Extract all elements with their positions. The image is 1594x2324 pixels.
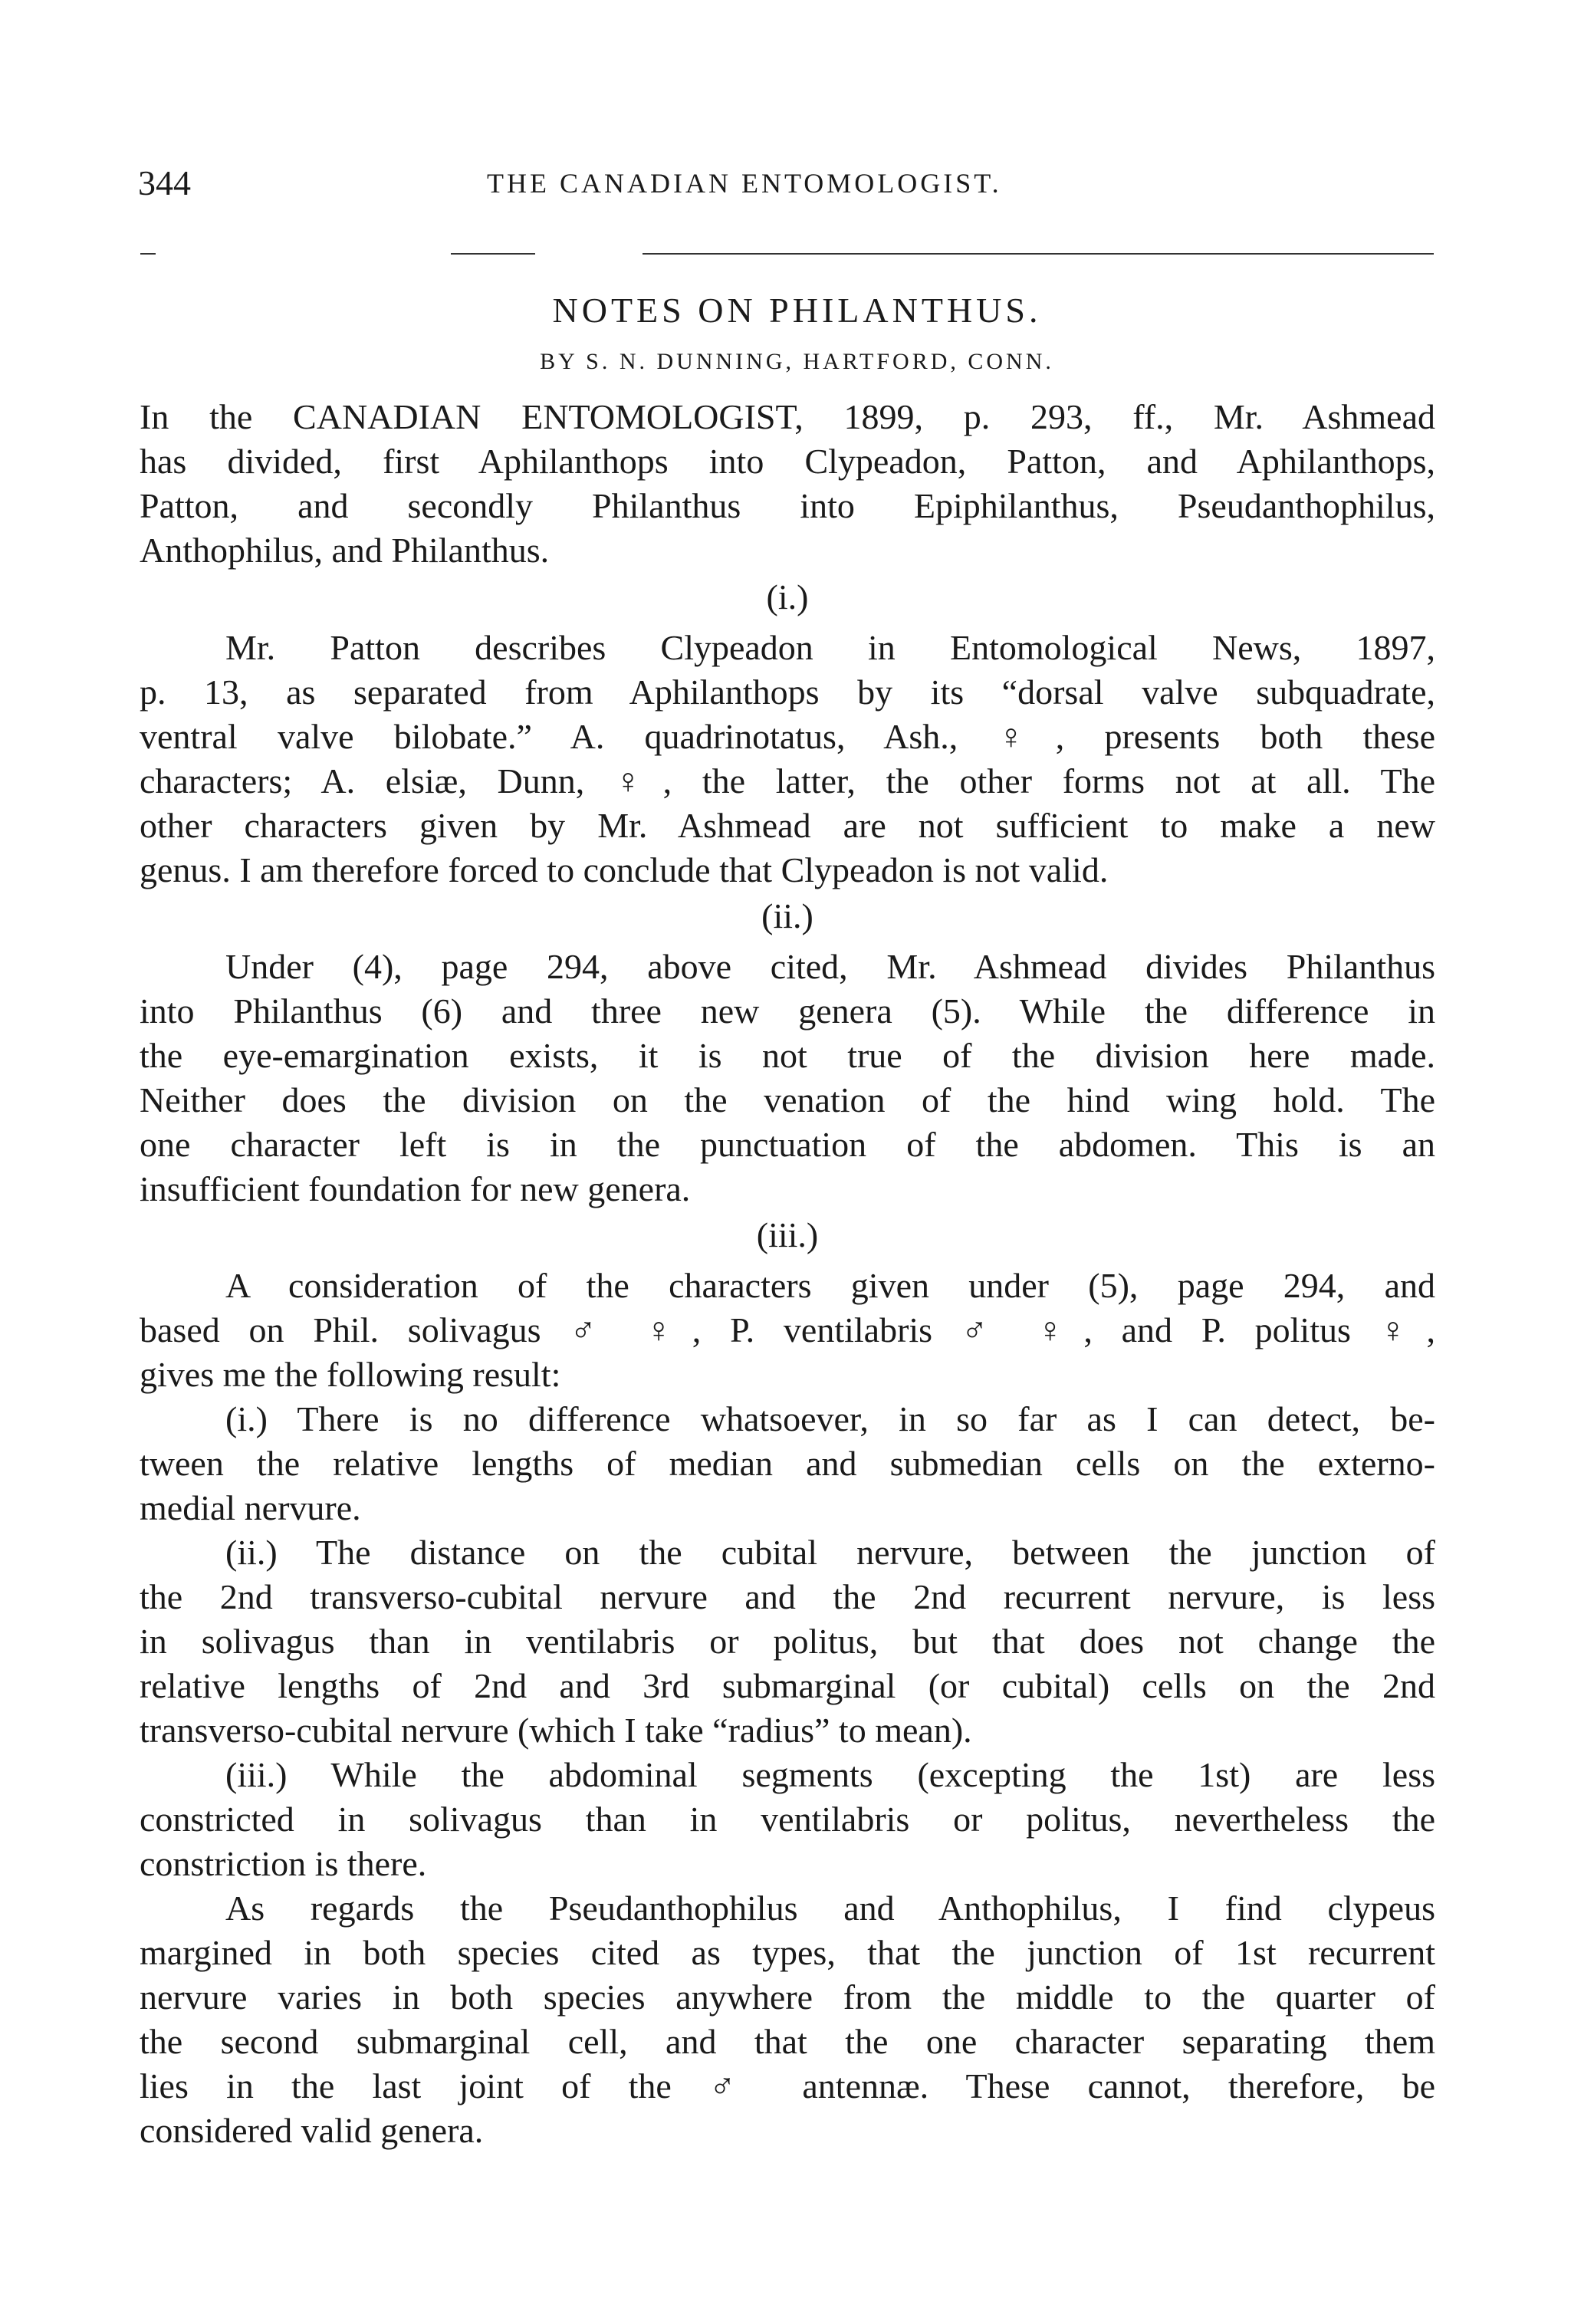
text-line: the 2nd transverso-cubital nervure and the 2nd recurrent nervure, is less — [140, 1577, 1435, 1616]
text-line: Under (4), page 294, above cited, Mr. Ashmead divides Philanthus — [225, 947, 1435, 986]
journal-title: THE CANADIAN ENTOMOLOGIST. — [487, 168, 1002, 199]
text-line: in solivagus than in ventilabris or politus, but that does not change the — [140, 1622, 1435, 1661]
text-line: In the CANADIAN ENTOMOLOGIST, 1899, p. 293, ff., Mr. Ashmead — [140, 397, 1435, 436]
text-line: tween the relative lengths of median and submedian cells on the externo- — [140, 1444, 1435, 1483]
article-byline: BY S. N. DUNNING, HARTFORD, CONN. — [540, 349, 1054, 374]
text-line: constricted in solivagus than in ventilabris or politus, nevertheless the — [140, 1800, 1435, 1839]
text-line: the second submarginal cell, and that the one character separating them — [140, 2022, 1435, 2061]
text-line: into Philanthus (6) and three new genera (5). While the difference in — [140, 991, 1435, 1031]
text-line: ventral valve bilobate.” A. quadrinotatus, Ash., ♀, presents both these — [140, 717, 1435, 756]
text-line: p. 13, as separated from Aphilanthops by its “dorsal valve subquadrate, — [140, 672, 1435, 712]
text-line: (iii.) While the abdominal segments (excepting the 1st) are less — [225, 1755, 1435, 1794]
section-heading: (ii.) — [761, 896, 813, 935]
text-line: characters; A. elsiæ, Dunn, ♀, the latter, the other forms not at all. The — [140, 761, 1435, 800]
article-title: NOTES ON PHILANTHUS. — [552, 291, 1042, 330]
text-line: one character left is in the punctuation of the abdomen. This is an — [140, 1125, 1435, 1164]
text-line: based on Phil. solivagus ♂ ♀, P. ventilabris ♂ ♀, and P. politus ♀, — [140, 1310, 1435, 1349]
running-head — [138, 163, 1441, 209]
text-line: margined in both species cited as types, that the junction of 1st recurrent — [140, 1933, 1435, 1972]
header-rule — [140, 253, 156, 255]
section-heading: (i.) — [766, 577, 809, 616]
text-line: the eye-emargination exists, it is not true of the division here made. — [140, 1036, 1435, 1075]
page-number: 344 — [138, 163, 191, 202]
text-line: gives me the following result: — [140, 1355, 561, 1394]
section-heading: (iii.) — [756, 1215, 819, 1254]
text-line: Anthophilus, and Philanthus. — [140, 531, 550, 570]
text-line: Mr. Patton describes Clypeadon in Entomological News, 1897, — [225, 628, 1435, 667]
text-line: nervure varies in both species anywhere from the middle to the quarter of — [140, 1977, 1435, 2017]
header-rule — [451, 253, 535, 255]
header-rule — [643, 253, 1434, 255]
text-line: Neither does the division on the venation of the hind wing hold. The — [140, 1080, 1435, 1119]
text-line: has divided, first Aphilanthops into Clypeadon, Patton, and Aphilanthops, — [140, 442, 1435, 481]
text-line: transverso-cubital nervure (which I take “radius” to mean). — [140, 1711, 972, 1750]
text-line: lies in the last joint of the ♂ antennæ. These cannot, therefore, be — [140, 2066, 1435, 2105]
text-line: Patton, and secondly Philanthus into Epiphilanthus, Pseudanthophilus, — [140, 486, 1435, 525]
text-line: (ii.) The distance on the cubital nervure, between the junction of — [225, 1533, 1435, 1572]
text-line: other characters given by Mr. Ashmead are not sufficient to make a new — [140, 806, 1435, 845]
text-line: relative lengths of 2nd and 3rd submarginal (or cubital) cells on the 2nd — [140, 1666, 1435, 1705]
text-line: A consideration of the characters given under (5), page 294, and — [225, 1266, 1435, 1305]
text-line: considered valid genera. — [140, 2111, 484, 2150]
text-line: As regards the Pseudanthophilus and Anthophilus, I find clypeus — [225, 1888, 1435, 1928]
text-line: constriction is there. — [140, 1844, 427, 1883]
text-line: insufficient foundation for new genera. — [140, 1169, 691, 1208]
text-line: medial nervure. — [140, 1488, 361, 1527]
text-line: genus. I am therefore forced to conclude that Clypeadon is not valid. — [140, 850, 1109, 889]
text-line: (i.) There is no difference whatsoever, in so far as I can detect, be- — [225, 1399, 1435, 1438]
